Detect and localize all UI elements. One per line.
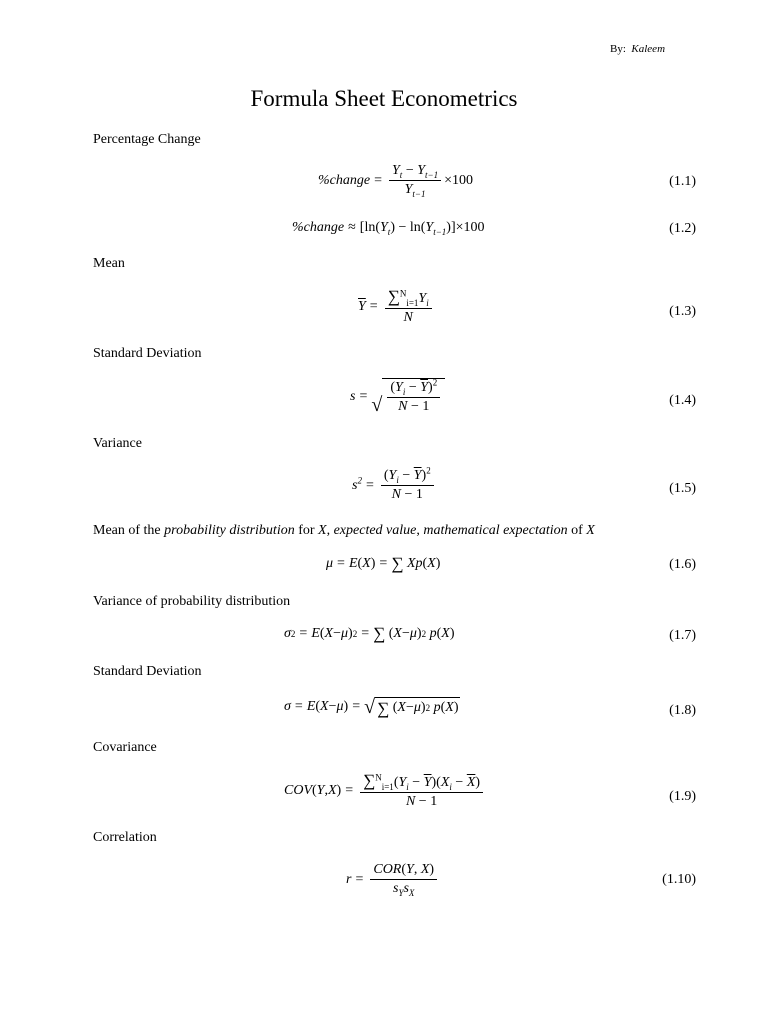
equation-1-4: s = √ $\frac{(Y_i - \overline{Y})^2}{N - 1}$	[350, 378, 445, 415]
heading-percentage-change: Percentage Change	[93, 132, 201, 147]
equation-number-1-3: (1.3)	[669, 304, 696, 319]
heading-expected-ev: expected value	[333, 523, 417, 538]
equation-number-1-2: (1.2)	[669, 221, 696, 236]
heading-mean: Mean	[93, 256, 125, 271]
equation-number-1-5: (1.5)	[669, 481, 696, 496]
author-name: Kaleem	[631, 43, 666, 55]
heading-expected-value	[93, 523, 595, 539]
heading-expected-comma2: ,	[416, 523, 424, 538]
equation-1-1: %change = $\frac{Y_t - Y_{t-1}}{Y_{t-1}}$ ×100	[318, 163, 473, 199]
heading-expected-x1: X	[318, 523, 327, 538]
equation-1-7: σ 2 = E ( X − μ ) 2 = ∑ ( X − μ ) 2 p ( X )	[284, 624, 455, 643]
equation-1-8: σ = E ( X − μ ) = √ ∑ ( X − μ ) 2 p ( X )	[284, 696, 459, 718]
heading-expected-prefix: Mean of the	[93, 523, 165, 538]
equation-number-1-6: (1.6)	[669, 557, 696, 572]
equation-number-1-7: (1.7)	[669, 628, 696, 643]
heading-standard-deviation-2: Standard Deviation	[93, 664, 202, 679]
equation-1-2: %change ≈ $[\ln(Y_t) - \ln(Y_{t-1})]\times 100$	[292, 220, 485, 237]
equation-1-9: COV ( Y , X ) = $\frac{\sum^N_{i=1}(Y_i - \overline{Y})(X_i - \overline{X})}{N - 1}$	[284, 772, 486, 810]
page-title: Formula Sheet Econometrics	[250, 86, 518, 111]
heading-expected-comma: ,	[326, 523, 334, 538]
author-line	[610, 43, 665, 55]
equation-1-6: μ = E ( X ) = ∑ Xp ( X )	[326, 554, 441, 573]
equation-number-1-4: (1.4)	[669, 393, 696, 408]
author-label: By:	[610, 43, 626, 55]
equation-1-3: $\overline{Y}$ = $\frac{\sum^N_{i=1}Y_i}{N}$	[358, 288, 435, 326]
equation-number-1-1: (1.1)	[669, 174, 696, 189]
heading-expected-of: of	[567, 523, 587, 538]
equation-number-1-10: (1.10)	[662, 872, 696, 887]
equation-1-5: $s^2$ = $\frac{(Y_i - \overline{Y})^2}{N - 1}$	[352, 468, 437, 503]
heading-standard-deviation: Standard Deviation	[93, 346, 202, 361]
equation-number-1-8: (1.8)	[669, 703, 696, 718]
heading-expected-me: mathematical expectation	[423, 523, 568, 538]
heading-covariance: Covariance	[93, 740, 157, 755]
heading-expected-x2: X	[586, 523, 595, 538]
equation-number-1-9: (1.9)	[669, 789, 696, 804]
heading-expected-pd: probability distribution	[164, 523, 295, 538]
heading-correlation: Correlation	[93, 830, 157, 845]
heading-variance: Variance	[93, 436, 142, 451]
heading-variance-probability: Variance of probability distribution	[93, 594, 291, 609]
heading-expected-for: for	[294, 523, 319, 538]
equation-1-10: r = $\frac{\text{COR(Y, X)}}{s_Ys_X}$	[346, 862, 440, 897]
